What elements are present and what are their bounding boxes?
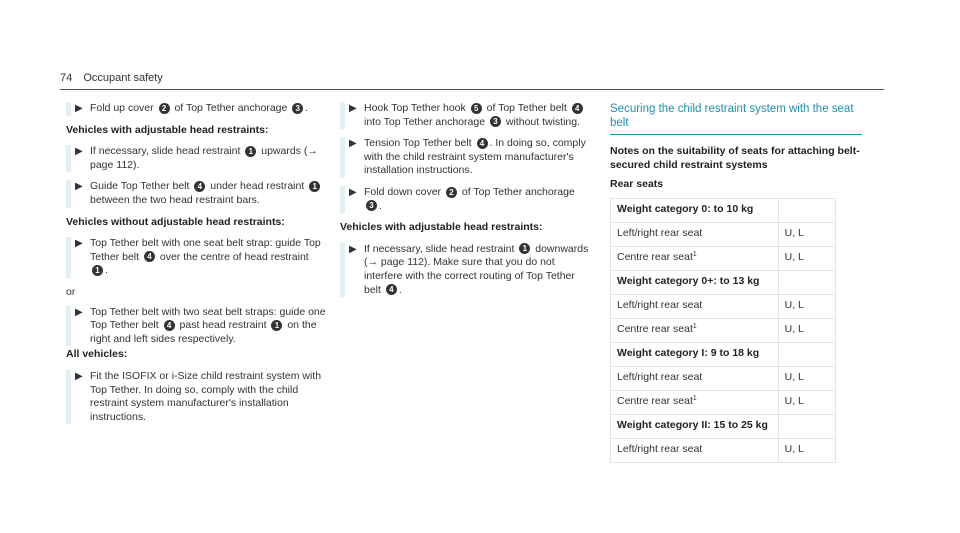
table-cell-suitability	[778, 342, 835, 366]
table-cell-suitability: U, L	[778, 390, 835, 414]
callout-badge: 4	[572, 103, 583, 114]
footnote-marker: 1	[692, 395, 697, 403]
or-text: or	[66, 285, 76, 298]
arrow-icon: ▶	[349, 103, 357, 114]
table-cell-seat: Weight category I: 9 to 18 kg	[611, 342, 779, 366]
callout-badge: 1	[309, 181, 320, 192]
instruction-step: ▶ Fold down cover 2 of Top Tether anchorage 3 .	[340, 186, 590, 213]
callout-badge: 5	[471, 103, 482, 114]
header-divider	[60, 89, 884, 90]
callout-badge: 2	[159, 103, 170, 114]
section-title: Securing the child restraint system with the seat belt	[610, 102, 862, 135]
subheading: All vehicles:	[66, 348, 128, 361]
arrow-icon: ▶	[349, 186, 357, 198]
weight-category-row	[611, 342, 836, 366]
subheading: Vehicles without adjustable head restraints:	[66, 215, 285, 228]
callout-badge: 1	[92, 265, 103, 276]
arrow-icon: ▶	[349, 138, 357, 150]
table-row	[611, 246, 836, 270]
callout-badge: 4	[144, 251, 155, 262]
arrow-icon: ▶	[75, 181, 83, 193]
callout-badge: 4	[386, 284, 397, 295]
column-1	[66, 102, 326, 432]
page-link[interactable]: upwards (→ page 112).	[90, 145, 318, 171]
callout-badge: 4	[194, 181, 205, 192]
callout-badge: 4	[477, 138, 488, 149]
callout-badge: 3	[366, 200, 377, 211]
arrow-icon: ▶	[75, 238, 83, 250]
table-cell-suitability	[778, 414, 835, 438]
table-cell-seat: Centre rear seat$^1$	[611, 318, 779, 342]
table-cell-suitability: U, L	[778, 438, 835, 462]
table-cell-suitability: U, L	[778, 246, 835, 270]
instruction-step: ▶ Tension Top Tether belt 4 . In doing so, comply with the child restraint system manufacturer's installation instructions.	[340, 137, 590, 178]
table-row	[611, 318, 836, 342]
callout-badge: 4	[164, 320, 175, 331]
table-cell-seat: Left/right rear seat	[611, 222, 779, 246]
instruction-step: ▶ If necessary, slide head restraint 1 upwards (→ page 112).	[66, 145, 326, 172]
notes-heading: Notes on the suitability of seats for attaching belt-secured child restraint systems	[610, 145, 860, 171]
table-cell-seat: Left/right rear seat	[611, 366, 779, 390]
table-cell-seat: Left/right rear seat	[611, 438, 779, 462]
instruction-step: ▶ If necessary, slide head restraint 1 downwards (→ page 112). Make sure that you do not interfere with the correct routing of Top Tether belt 4 .	[340, 243, 590, 297]
table-row	[611, 222, 836, 246]
section-name: Occupant safety	[83, 72, 163, 84]
table-cell-suitability: U, L	[778, 366, 835, 390]
arrow-icon: ▶	[75, 103, 83, 114]
footnote-marker: 1	[692, 251, 697, 259]
callout-badge: 3	[292, 103, 303, 114]
footnote-marker: 1	[692, 323, 697, 331]
page-header	[60, 72, 163, 86]
page-number: 74	[60, 72, 73, 84]
callout-badge: 1	[271, 320, 282, 331]
callout-badge: 1	[519, 243, 530, 254]
column-3	[610, 102, 862, 463]
arrow-icon: ▶	[75, 146, 83, 158]
table-cell-seat: Left/right rear seat	[611, 294, 779, 318]
weight-category-row	[611, 198, 836, 222]
suitability-table	[610, 198, 836, 463]
callout-badge: 3	[490, 116, 501, 127]
instruction-step: ▶ Fold up cover 2 of Top Tether anchorage 3 .	[66, 102, 326, 116]
table-cell-suitability	[778, 198, 835, 222]
rear-seats-heading: Rear seats	[610, 178, 664, 191]
subheading: Vehicles with adjustable head restraints:	[66, 123, 269, 136]
table-cell-suitability: U, L	[778, 222, 835, 246]
table-row	[611, 294, 836, 318]
instruction-step: ▶ Guide Top Tether belt 4 under head restraint 1 between the two head restraint bars.	[66, 180, 326, 207]
callout-badge: 1	[245, 146, 256, 157]
arrow-icon: ▶	[75, 306, 83, 318]
table-cell-seat: Centre rear seat$^1$	[611, 390, 779, 414]
weight-category-row	[611, 414, 836, 438]
instruction-step: ▶ Hook Top Tether hook 5 of Top Tether belt 4 into Top Tether anchorage 3 without twisting.	[340, 102, 590, 129]
instruction-step: ▶ Fit the ISOFIX or i-Size child restraint system with Top Tether. In doing so, comply with the child restraint system manufacturer's installation instructions.	[66, 370, 326, 424]
table-cell-suitability	[778, 270, 835, 294]
table-cell-seat: Weight category 0+: to 13 kg	[611, 270, 779, 294]
table-cell-seat: Centre rear seat$^1$	[611, 246, 779, 270]
table-cell-seat: Weight category II: 15 to 25 kg	[611, 414, 779, 438]
table-cell-suitability: U, L	[778, 294, 835, 318]
table-row	[611, 366, 836, 390]
instruction-step: ▶ Top Tether belt with two seat belt straps: guide one Top Tether belt 4 past head restraint 1 on the right and left sides respectively.	[66, 306, 326, 347]
table-row	[611, 390, 836, 414]
instruction-step: ▶ Top Tether belt with one seat belt strap: guide Top Tether belt 4 over the centre of head restraint 1 .	[66, 237, 326, 278]
table-row	[611, 438, 836, 462]
arrow-icon: ▶	[349, 243, 357, 255]
table-cell-seat: Weight category 0: to 10 kg	[611, 198, 779, 222]
subheading: Vehicles with adjustable head restraints:	[340, 221, 543, 234]
column-2	[340, 102, 590, 305]
arrow-icon: ▶	[75, 370, 83, 382]
callout-badge: 2	[446, 187, 457, 198]
table-cell-suitability: U, L	[778, 318, 835, 342]
weight-category-row	[611, 270, 836, 294]
